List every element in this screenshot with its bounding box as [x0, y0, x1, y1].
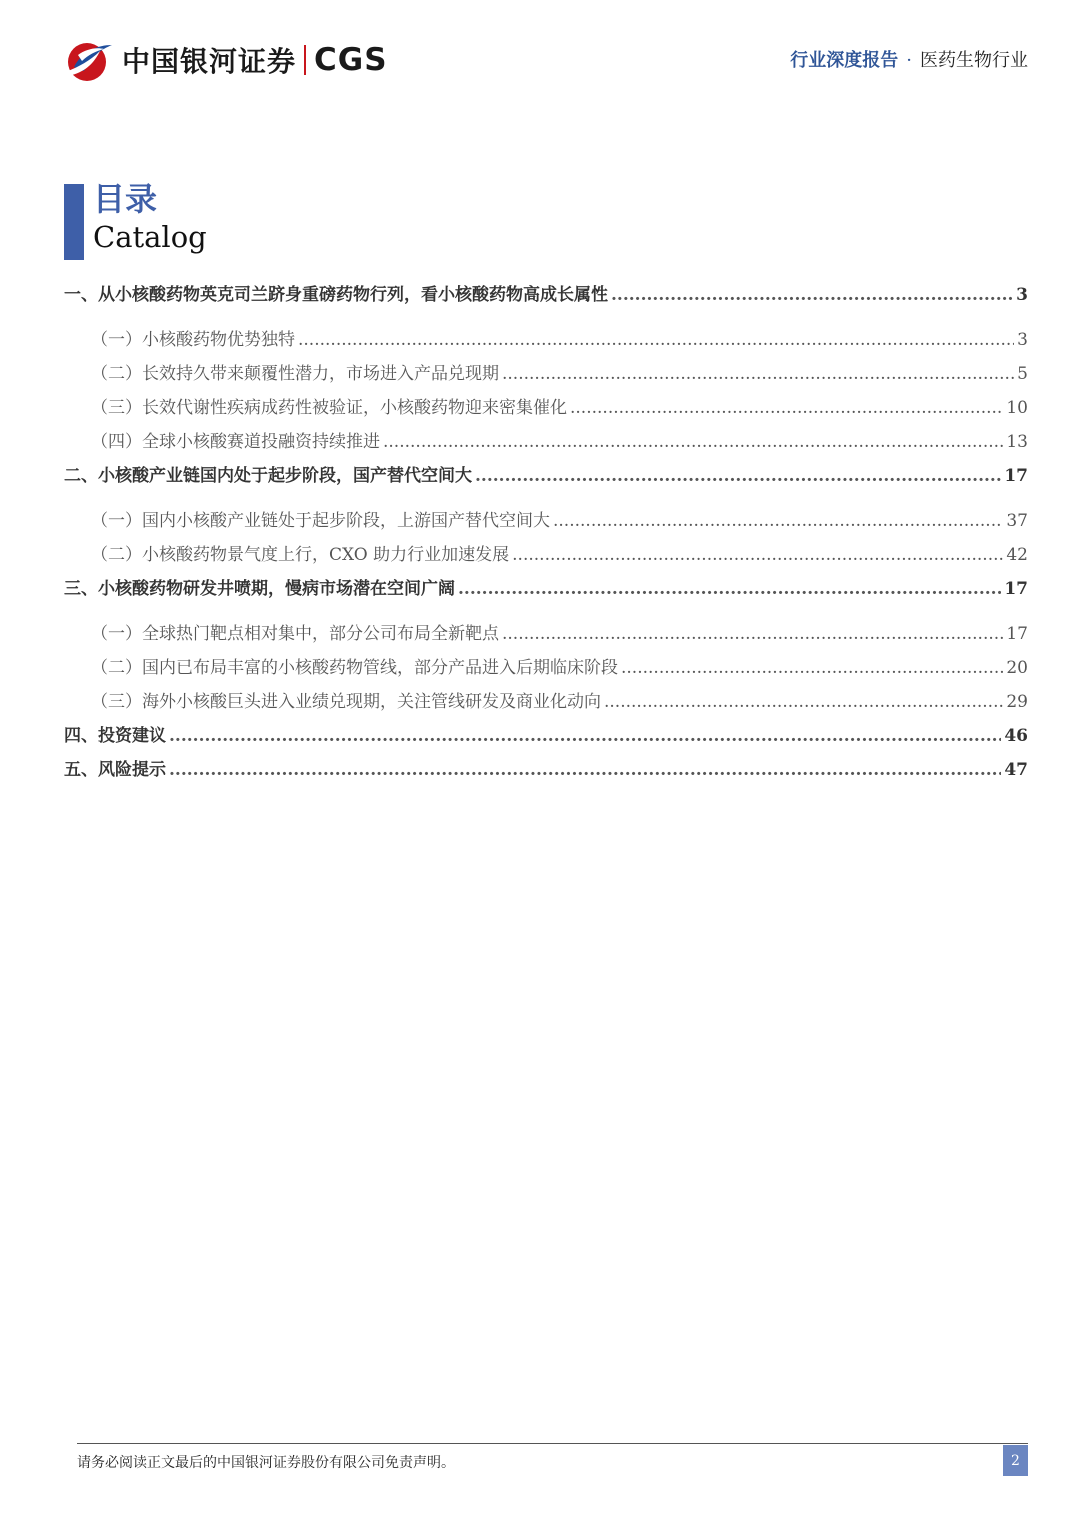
catalog-accent-bar	[64, 184, 84, 260]
footer-divider	[77, 1443, 1028, 1444]
toc-section-number: 二、	[64, 466, 98, 486]
toc-leader-dots	[553, 511, 1003, 531]
toc-subsection-title: 小核酸药物景气度上行，CXO 助力行业加速发展	[142, 545, 510, 565]
page-number-badge: 2	[1003, 1445, 1028, 1476]
toc-subsection-title: 海外小核酸巨头进入业绩兑现期，关注管线研发及商业化动向	[142, 692, 601, 712]
toc-leader-dots	[298, 330, 1014, 350]
toc-subsection-title: 长效代谢性疾病成药性被验证，小核酸药物迎来密集催化	[142, 398, 567, 418]
toc-subsection-3-3[interactable]	[64, 687, 1028, 721]
company-logo	[64, 36, 388, 84]
toc-page-number: 42	[1006, 545, 1028, 565]
toc-leader-dots	[611, 285, 1013, 305]
toc-subsection-title: 小核酸药物优势独特	[142, 330, 295, 350]
toc-subsection-title: 国内已布局丰富的小核酸药物管线，部分产品进入后期临床阶段	[142, 658, 618, 678]
toc-leader-dots	[169, 726, 1001, 746]
toc-leader-dots	[458, 579, 1001, 599]
toc-page-number: 17	[1004, 466, 1028, 486]
toc-subsection-3-2[interactable]	[64, 653, 1028, 687]
toc-subsection-number: （二）	[91, 658, 142, 678]
toc-page-number: 10	[1006, 398, 1028, 418]
toc-subsection-2-2[interactable]	[64, 540, 1028, 574]
toc-section-title: 风险提示	[98, 760, 166, 780]
toc-section-title: 从小核酸药物英克司兰跻身重磅药物行列，看小核酸药物高成长属性	[98, 285, 608, 305]
toc-subsection-title: 长效持久带来颠覆性潜力，市场进入产品兑现期	[142, 364, 499, 384]
toc-subsection-title: 全球热门靶点相对集中，部分公司布局全新靶点	[142, 624, 499, 644]
toc-leader-dots	[512, 545, 1003, 565]
toc-subsection-number: （三）	[91, 692, 142, 712]
toc-subsection-number: （一）	[91, 511, 142, 531]
toc-page-number: 17	[1004, 579, 1028, 599]
toc-section-2[interactable]	[64, 461, 1028, 495]
cgs-logo-icon	[64, 37, 114, 83]
toc-subsection-3-1[interactable]	[64, 619, 1028, 653]
toc-section-title: 小核酸产业链国内处于起步阶段，国产替代空间大	[98, 466, 472, 486]
toc-section-title: 小核酸药物研发井喷期，慢病市场潜在空间广阔	[98, 579, 455, 599]
toc-subsection-number: （一）	[91, 624, 142, 644]
toc-subsection-title: 全球小核酸赛道投融资持续推进	[142, 432, 380, 452]
report-type: 行业深度报告	[790, 50, 899, 71]
toc-section-number: 一、	[64, 285, 98, 305]
toc-section-3[interactable]	[64, 574, 1028, 608]
toc-page-number: 3	[1017, 330, 1028, 350]
toc-subsection-number: （一）	[91, 330, 142, 350]
toc-subsection-1-3[interactable]	[64, 393, 1028, 427]
footer-disclaimer: 请务必阅读正文最后的中国银河证券股份有限公司免责声明。	[77, 1455, 455, 1471]
toc-page-number: 5	[1017, 364, 1028, 384]
toc-subsection-1-4[interactable]	[64, 427, 1028, 461]
toc-leader-dots	[570, 398, 1003, 418]
catalog-title-en: Catalog	[93, 220, 207, 254]
toc-subsection-number: （二）	[91, 364, 142, 384]
toc-leader-dots	[475, 466, 1001, 486]
toc-section-1[interactable]	[64, 280, 1028, 314]
page-header	[64, 36, 1028, 84]
toc-page-number: 29	[1006, 692, 1028, 712]
toc-subsection-number: （二）	[91, 545, 142, 565]
toc-subsection-number: （三）	[91, 398, 142, 418]
toc-subsection-2-1[interactable]	[64, 506, 1028, 540]
toc-subsection-1-2[interactable]	[64, 359, 1028, 393]
toc-section-5[interactable]	[64, 755, 1028, 789]
toc-page-number: 37	[1006, 511, 1028, 531]
toc-leader-dots	[169, 760, 1001, 780]
toc-subsection-title: 国内小核酸产业链处于起步阶段，上游国产替代空间大	[142, 511, 550, 531]
toc-page-number: 17	[1006, 624, 1028, 644]
logo-text-en: CGS	[314, 42, 388, 78]
industry-name: 医药生物行业	[920, 50, 1028, 71]
report-category	[790, 46, 1028, 72]
toc-page-number: 13	[1006, 432, 1028, 452]
toc-page-number: 3	[1016, 285, 1028, 305]
logo-divider	[304, 45, 306, 75]
header-separator: ·	[906, 50, 912, 71]
toc-leader-dots	[383, 432, 1003, 452]
logo-text-cn: 中国银河证券	[122, 45, 297, 78]
toc-section-number: 三、	[64, 579, 98, 599]
toc-leader-dots	[604, 692, 1003, 712]
catalog-title-cn: 目录	[93, 180, 158, 218]
toc-section-number: 四、	[64, 726, 98, 746]
toc-subsection-number: （四）	[91, 432, 142, 452]
toc-section-title: 投资建议	[98, 726, 166, 746]
toc-page-number: 20	[1006, 658, 1028, 678]
toc-leader-dots	[621, 658, 1003, 678]
toc-section-number: 五、	[64, 760, 98, 780]
toc-section-4[interactable]	[64, 721, 1028, 755]
toc-leader-dots	[502, 364, 1014, 384]
toc-page-number: 46	[1004, 726, 1028, 746]
toc-page-number: 47	[1004, 760, 1028, 780]
toc-leader-dots	[502, 624, 1003, 644]
table-of-contents	[64, 280, 1028, 789]
toc-subsection-1-1[interactable]	[64, 325, 1028, 359]
